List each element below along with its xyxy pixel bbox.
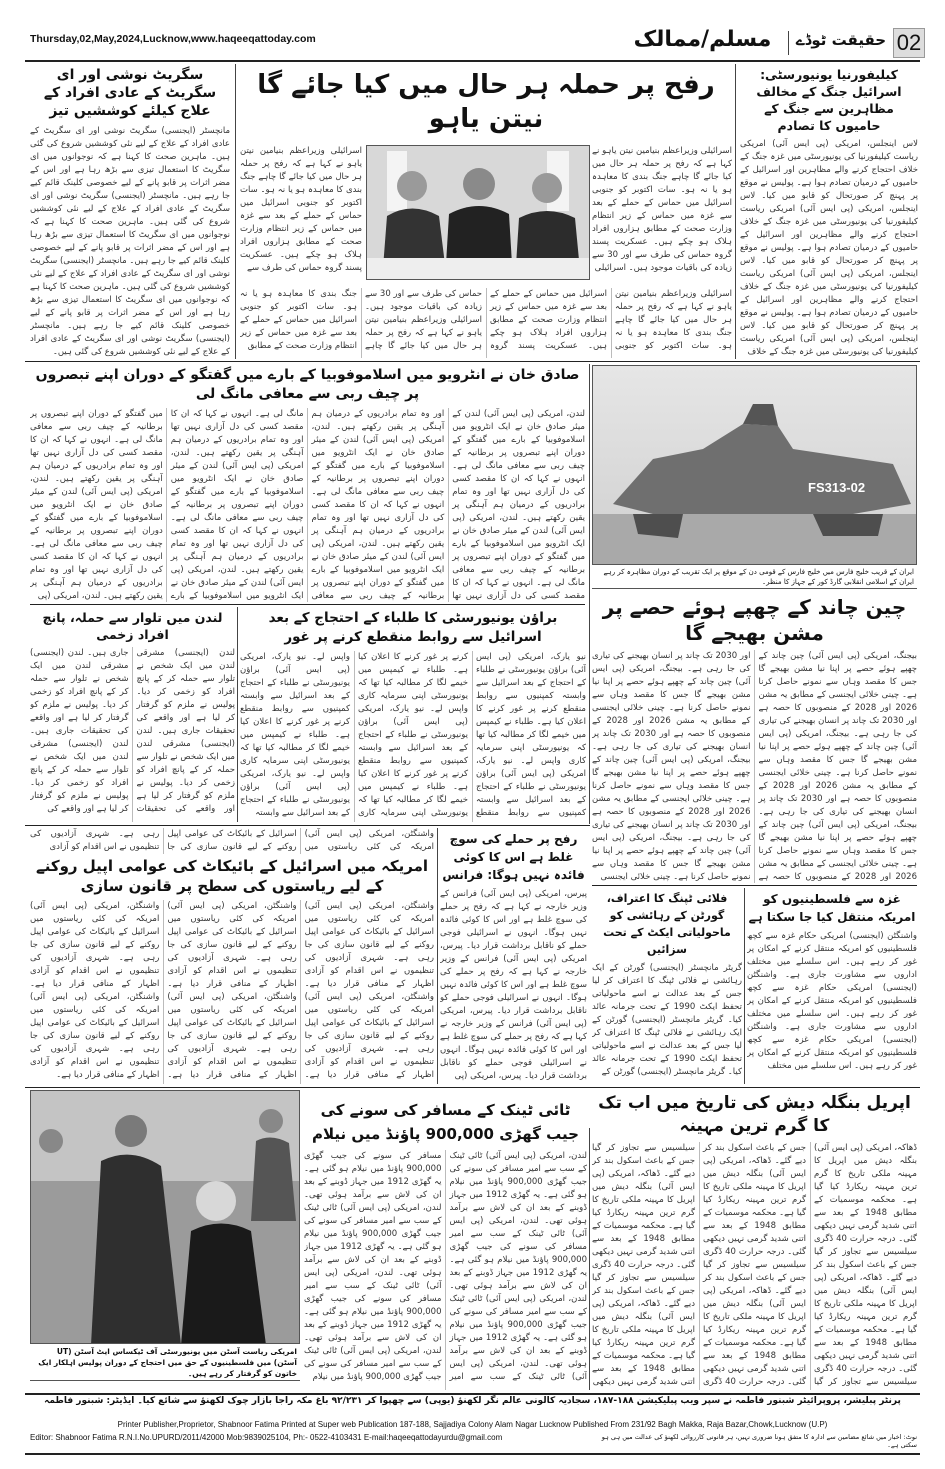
article-body: مانچسٹر (ایجنسی) سگریٹ نوشی اور ای سگریٹ کے عادی افراد کے علاج کے لیے نئی کوششیں شروع کی گئی ہیں۔ ماہرین صحت کا کہنا ہے کہ نوجوانوں میں ای سگریٹ کا استعمال تیزی سے بڑھ رہا ہے اور اس کے مضر اثرات پر قابو پانے کے لیے خصوصی کلینک قائم کیے جا رہے ہیں۔ مانچسٹر (ایجنسی) سگریٹ نوشی اور ای سگریٹ کے عادی افراد کے علاج کے لیے نئی کوششیں شروع کی گئی ہیں۔ ماہرین صحت کا کہنا ہے کہ نوجوانوں میں ای سگریٹ کا استعمال تیزی سے بڑھ رہا ہے اور اس کے مضر اثرات پر قابو پانے کے لیے خصوصی کلینک قائم کیے جا رہے ہیں۔ مانچسٹر (ایجنسی) سگریٹ نوشی اور ای سگریٹ کے عادی افراد کے علاج کے لیے نئی کوششیں شروع کی گئی ہیں۔ ماہرین صحت کا کہنا ہے کہ نوجوانوں میں ای سگریٹ کا استعمال تیزی سے بڑھ رہا ہے اور اس کے مضر اثرات پر قابو پانے کے لیے خصوصی کلینک قائم کیے جا رہے ہیں۔ مانچسٹر (ایجنسی) سگریٹ نوشی اور ای سگریٹ کے عادی افراد کے علاج کے لیے نئی کوششیں شروع کی گئی ہیں۔: [30, 125, 230, 357]
article-body: لندن، امریکی (پی ایس آئی) ٹائی ٹینک کے سب سے امیر مسافر کی سونے کی جیب گھڑی 900,000 پاؤنڈ میں نیلام ہو گئی ہے۔ یہ گھڑی 1912 میں جہاز ڈوبنے کے بعد ان کی لاش سے برآمد ہوئی تھی۔ لندن، امریکی (پی ایس آئی) ٹائی ٹینک کے سب سے امیر مسافر کی سونے کی جیب گھڑی 900,000 پاؤنڈ میں نیلام ہو گئی ہے۔ یہ گھڑی 1912 میں جہاز ڈوبنے کے بعد ان کی لاش سے برآمد ہوئی تھی۔ لندن، امریکی (پی ایس آئی) ٹائی ٹینک کے سب سے امیر مسافر کی سونے کی جیب گھڑی 900,000 پاؤنڈ میں نیلام ہو گئی ہے۔ یہ گھڑی 1912 میں جہاز ڈوبنے کے بعد ان کی لاش سے برآمد ہوئی تھی۔ لندن، امریکی (پی ایس آئی) ٹائی ٹینک کے سب سے امیر مسافر کی سونے کی جیب گھڑی 900,000 پاؤنڈ میں نیلام ہو گئی ہے۔ یہ گھڑی 1912 میں جہاز ڈوبنے کے بعد ان کی لاش سے برآمد ہوئی تھی۔ لندن، امریکی (پی ایس آئی) ٹائی ٹینک کے سب سے امیر مسافر کی سونے کی جیب گھڑی 900,000 پاؤنڈ میں نیلام ہو گئی ہے۔ یہ گھڑی 1912 میں جہاز ڈوبنے کے بعد ان کی لاش سے برآمد ہوئی تھی۔ لندن، امریکی (پی ایس آئی) ٹائی ٹینک کے سب سے امیر مسافر کی سونے کی جیب گھڑی 900,000 پاؤنڈ میں نیلام ہو گئی ہے۔ یہ گھڑی 1912 میں جہاز ڈوبنے کے بعد ان کی لاش سے برآمد ہوئی تھی۔ لندن، امریکی (پی ایس آئی) ٹائی ٹینک کے سب سے امیر مسافر کی سونے کی جیب گھڑی 900,000 پاؤنڈ میں نیلام: [304, 1151, 587, 1382]
article-body: گریٹر مانچسٹر (ایجنسی) گورٹن کے ایک رہائشی نے فلائی ٹپنگ کا اعتراف کر لیا جس کے بعد عدالت نے اسے ماحولیاتی تحفظ ایکٹ 1990 کے تحت جرمانہ عائد کیا۔ گریٹر مانچسٹر (ایجنسی) گورٹن کے ایک رہائشی نے فلائی ٹپنگ کا اعتراف کر لیا جس کے بعد عدالت نے اسے ماحولیاتی تحفظ ایکٹ 1990 کے تحت جرمانہ عائد کیا۔ گریٹر مانچسٹر (ایجنسی) گورٹن کے: [592, 963, 742, 1077]
article-sadiq-khan: [30, 364, 585, 602]
article-brown-university: [240, 607, 586, 822]
page-number: 02: [893, 28, 925, 58]
article-body: واشنگٹن، امریکی (پی ایس آئی) امریکہ کی کئی ریاستوں میں اسرائیل کے بائیکاٹ کی عوامی اپیل روکنے کے لیے قانون سازی کی جا رہی ہے۔ شہری آزادیوں کی تنظیموں نے اس اقدام کو آزادی اظہار کے منافی قرار دیا ہے۔ واشنگٹن، امریکی (پی ایس آئی) امریکہ کی کئی ریاستوں میں اسرائیل کے بائیکاٹ کی عوامی اپیل روکنے کے لیے قانون سازی کی جا رہی ہے۔ شہری آزادیوں کی تنظیموں نے اس اقدام کو آزادی اظہار کے منافی قرار دیا ہے۔ واشنگٹن، امریکی (پی ایس آئی) امریکہ کی کئی ریاستوں میں اسرائیل کے بائیکاٹ کی عوامی اپیل روکنے کے لیے قانون سازی کی جا رہی ہے۔ شہری آزادیوں کی تنظیموں نے اس اقدام کو آزادی اظہار کے منافی قرار دیا ہے۔ واشنگٹن، امریکی (پی ایس آئی) امریکہ کی کئی ریاستوں میں اسرائیل کے بائیکاٹ کی عوامی اپیل روکنے کے لیے قانون سازی کی جا رہی ہے۔ شہری آزادیوں کی تنظیموں نے اس اقدام کو آزادی اظہار کے منافی قرار دیا ہے۔ واشنگٹن، امریکی (پی ایس آئی) امریکہ کی کئی ریاستوں میں اسرائیل کے بائیکاٹ کی عوامی اپیل روکنے کے لیے قانون سازی کی جا رہی ہے۔ شہری آزادیوں کی تنظیموں نے اس اقدام کو آزادی اظہار کے منافی قرار دیا ہے۔ واشنگٹن، امریکی (پی ایس آئی) امریکہ کی کئی ریاستوں میں اسرائیل کے بائیکاٹ کی عوامی اپیل روکنے کے لیے قانون سازی کی جا رہی ہے۔ شہری آزادیوں کی تنظیموں نے اس اقدام کو آزادی اظہار کے منافی قرار دیا ہے۔: [30, 901, 434, 1080]
headline: براؤن یونیورسٹی کا طلباء کے احتجاج کے بعد اسرائیل سے روابط منقطع کرنے پر غور: [268, 610, 558, 645]
article-body: اسرائیلی وزیراعظم بنیامین نیتن یاہو نے کہا ہے کہ رفح پر حملہ ہر حال میں کیا جائے گا چاہے جنگ بندی کا معاہدہ ہو یا نہ ہو۔ سات اکتوبر کو جنوبی اسرائیل میں حماس کے حملے کے بعد سے غزہ میں حماس کے زیر انتظام وزارت صحت کے مطابق ہزاروں افراد ہلاک ہو چکے ہیں۔ عسکریت پسند گروہ حماس کی طرف سے اور 30 سے زیادہ کی باقیات موجود ہیں۔ اسرائیلی وزیراعظم بنیامین نیتن یاہو نے کہا ہے کہ رفح پر حملہ ہر حال میں کیا جائے گا چاہے جنگ بندی کا معاہدہ ہو یا نہ ہو۔ سات اکتوبر کو جنوبی اسرائیل میں حماس کے حملے کے بعد سے غزہ میں حماس کے زیر انتظام وزارت صحت کے مطابق: [240, 289, 732, 351]
section-title: مسلم/ممالک: [633, 27, 772, 52]
article-body: لاس اینجلس، امریکی (پی ایس آئی) امریکی ریاست کیلیفورنیا کی یونیورسٹی میں غزہ جنگ کے خلاف احتجاج کرنے والے مظاہرین اور اسرائیل کے حامیوں کے درمیان تصادم ہوا ہے۔ پولیس نے موقع پر پہنچ کر صورتحال کو قابو میں کیا۔ لاس اینجلس، امریکی (پی ایس آئی) امریکی ریاست کیلیفورنیا کی یونیورسٹی میں غزہ جنگ کے خلاف احتجاج کرنے والے مظاہرین اور اسرائیل کے حامیوں کے درمیان تصادم ہوا ہے۔ پولیس نے موقع پر پہنچ کر صورتحال کو قابو میں کیا۔ لاس اینجلس، امریکی (پی ایس آئی) امریکی ریاست کیلیفورنیا کی یونیورسٹی میں غزہ جنگ کے خلاف احتجاج کرنے والے مظاہرین اور اسرائیل کے حامیوں کے درمیان تصادم ہوا ہے۔ پولیس نے موقع پر پہنچ کر صورتحال کو قابو میں کیا۔ لاس اینجلس، امریکی (پی ایس آئی) امریکی ریاست کیلیفورنیا کی یونیورسٹی میں غزہ جنگ کے خلاف: [740, 139, 918, 357]
headline: کیلیفورنیا یونیورسٹی: اسرائیل جنگ کے مخالف مظاہرین سے جنگ کے حامیوں کا تصادم: [756, 67, 902, 133]
people-at-table-image: [367, 146, 590, 280]
article-body: نیو یارک، امریکی (پی ایس آئی) براؤن یونیورسٹی نے طلباء کے احتجاج کے بعد اسرائیل سے وابستہ کمپنیوں سے روابط منقطع کرنے پر غور کرنے کا اعلان کیا ہے۔ طلباء نے کیمپس میں خیمے لگا کر مطالبہ کیا تھا کہ یونیورسٹی اپنی سرمایہ کاری واپس لے۔ نیو یارک، امریکی (پی ایس آئی) براؤن یونیورسٹی نے طلباء کے احتجاج کے بعد اسرائیل سے وابستہ کمپنیوں سے روابط منقطع کرنے پر غور کرنے کا اعلان کیا ہے۔ طلباء نے کیمپس میں خیمے لگا کر مطالبہ کیا تھا کہ یونیورسٹی اپنی سرمایہ کاری واپس لے۔ نیو یارک، امریکی (پی ایس آئی) براؤن یونیورسٹی نے طلباء کے احتجاج کے بعد اسرائیل سے وابستہ کمپنیوں سے روابط منقطع کرنے پر غور کرنے کا اعلان کیا ہے۔ طلباء نے کیمپس میں خیمے لگا کر مطالبہ کیا تھا کہ یونیورسٹی اپنی سرمایہ کاری واپس لے۔ نیو یارک، امریکی (پی ایس آئی) براؤن یونیورسٹی نے طلباء کے احتجاج کے بعد اسرائیل سے وابستہ کمپنیوں سے روابط منقطع کرنے پر غور کرنے کا اعلان کیا ہے۔ طلباء نے کیمپس میں خیمے لگا کر مطالبہ کیا تھا کہ یونیورسٹی اپنی سرمایہ کاری واپس لے۔ نیو یارک، امریکی (پی ایس آئی) براؤن یونیورسٹی نے طلباء کے احتجاج کے بعد اسرائیل سے وابستہ: [240, 652, 586, 818]
article-fly-tipping: [592, 888, 742, 1084]
headline: فلائی ٹپنگ کا اعتراف، گورٹن کے رہائشی کو ماحولیاتی ایکٹ کے تحت سزائیں: [603, 892, 731, 956]
footer-editor-line: Editor: Shabnoor Fatima R.N.I.No.UPURD/2011/42000 Mob:9839025104, Ph:- 0522-4103431 E-mail:haqeeqattodayurdu@gmail.com: [30, 1433, 503, 1442]
headline: اپریل بنگلہ دیش کی تاریخ میں اب تک کا گرم ترین مہینہ: [598, 1093, 911, 1136]
article-france: [440, 828, 587, 1084]
headline: امریکہ میں اسرائیل کے بائیکاٹ کی عوامی اپیل روکنے کے لیے ریاستوں کی سطح پر قانون سازی: [35, 857, 429, 895]
article-bangladesh: [592, 1090, 917, 1390]
headline: لندن میں تلوار سے حملہ، پانچ افراد زخمی: [42, 610, 223, 642]
footer-urdu-imprint: پرنٹر پبلیشر، پروپرائیٹر شبنور فاطمہ نے سپر ویب پبلیکیشن ۱۸۸-۱۸۷، سجادیہ کالونی عالم نگر لکھنؤ (یوپی) سے چھپوا کر ۹۲/۲۳۱ باغ مکہ راجا بازار چوک لکھنؤ سے شائع کیا۔ ایڈیٹر: شبنور فاطمہ: [44, 1396, 901, 1406]
article-titanic: [304, 1092, 587, 1390]
footer-english-imprint: Printer Publisher,Proprietor, Shabnoor Fatima Printed at Super web Publication 187-188, Sajjadiya Colony Alam Nagar Lucknow Published From 231/92 Bagh Makka, Raja Bazar,Chowk,Lucknow (U.P): [117, 1420, 828, 1429]
masthead-logo: حقیقت ٹوڈے: [795, 31, 887, 49]
article-london-attack: [30, 607, 235, 822]
netanyahu-photo: [366, 145, 590, 280]
warship-image: [593, 366, 917, 565]
article-body: ڈھاکہ، امریکی (پی ایس آئی) بنگلہ دیش میں اپریل کا مہینہ ملکی تاریخ کا گرم ترین مہینہ ریکارڈ کیا گیا ہے۔ محکمہ موسمیات کے مطابق 1948 کے بعد سے اتنی شدید گرمی نہیں دیکھی گئی۔ درجہ حرارت 40 ڈگری سیلسیس سے تجاوز کر گیا جس کے باعث اسکول بند کر دیے گئے۔ ڈھاکہ، امریکی (پی ایس آئی) بنگلہ دیش میں اپریل کا مہینہ ملکی تاریخ کا گرم ترین مہینہ ریکارڈ کیا گیا ہے۔ محکمہ موسمیات کے مطابق 1948 کے بعد سے اتنی شدید گرمی نہیں دیکھی گئی۔ درجہ حرارت 40 ڈگری سیلسیس سے تجاوز کر گیا جس کے باعث اسکول بند کر دیے گئے۔ ڈھاکہ، امریکی (پی ایس آئی) بنگلہ دیش میں اپریل کا مہینہ ملکی تاریخ کا گرم ترین مہینہ ریکارڈ کیا گیا ہے۔ محکمہ موسمیات کے مطابق 1948 کے بعد سے اتنی شدید گرمی نہیں دیکھی گئی۔ درجہ حرارت 40 ڈگری سیلسیس سے تجاوز کر گیا جس کے باعث اسکول بند کر دیے گئے۔ ڈھاکہ، امریکی (پی ایس آئی) بنگلہ دیش میں اپریل کا مہینہ ملکی تاریخ کا گرم ترین مہینہ ریکارڈ کیا گیا ہے۔ محکمہ موسمیات کے مطابق 1948 کے بعد سے اتنی شدید گرمی نہیں دیکھی گئی۔ درجہ حرارت 40 ڈگری سیلسیس سے تجاوز کر گیا جس کے باعث اسکول بند کر دیے گئے۔ ڈھاکہ، امریکی (پی ایس آئی) بنگلہ دیش میں اپریل کا مہینہ ملکی تاریخ کا گرم ترین مہینہ ریکارڈ کیا گیا ہے۔ محکمہ موسمیات کے مطابق 1948 کے بعد سے اتنی شدید گرمی نہیں دیکھی گئی۔ درجہ حرارت 40 ڈگری سیلسیس سے تجاوز کر گیا جس کے باعث اسکول بند کر دیے گئے۔ ڈھاکہ، امریکی (پی ایس آئی) بنگلہ دیش میں اپریل کا مہینہ ملکی تاریخ کا گرم ترین مہینہ ریکارڈ کیا گیا ہے۔ محکمہ موسمیات کے مطابق 1948 کے بعد سے اتنی شدید گرمی نہیں دیکھی: [592, 1143, 917, 1387]
article-body: واشنگٹن (ایجنسی) امریکی حکام غزہ سے کچھ فلسطینیوں کو امریکہ منتقل کرنے کے امکان پر غور کر رہے ہیں۔ اس سلسلے میں مختلف اداروں سے مشاورت جاری ہے۔ واشنگٹن (ایجنسی) امریکی حکام غزہ سے کچھ فلسطینیوں کو امریکہ منتقل کرنے کے امکان پر غور کر رہے ہیں۔ اس سلسلے میں مختلف اداروں سے مشاورت جاری ہے۔ واشنگٹن (ایجنسی) امریکی حکام غزہ سے کچھ فلسطینیوں کو امریکہ منتقل کرنے کے امکان پر غور کر رہے ہیں۔ اس سلسلے میں مختلف: [747, 931, 917, 1071]
headline: رفح پر حملے کی سوچ غلط ہے اس کا کوئی فائدہ نہیں ہوگا: فرانس: [442, 832, 585, 882]
police-arrest-image: [31, 1091, 300, 1344]
article-body: لندن، امریکی (پی ایس آئی) لندن کے میئر صادق خان نے ایک انٹرویو میں اسلاموفوبیا کے بارے میں گفتگو کے دوران اپنے تبصروں پر برطانیہ کے چیف ربی سے معافی مانگ لی ہے۔ انہوں نے کہا کہ ان کا مقصد کسی کی دل آزاری نہیں تھا اور وہ تمام برادریوں کے درمیان ہم آہنگی پر یقین رکھتے ہیں۔ لندن، امریکی (پی ایس آئی) لندن کے میئر صادق خان نے ایک انٹرویو میں اسلاموفوبیا کے بارے میں گفتگو کے دوران اپنے تبصروں پر برطانیہ کے چیف ربی سے معافی مانگ لی ہے۔ انہوں نے کہا کہ ان کا مقصد کسی کی دل آزاری نہیں تھا اور وہ تمام برادریوں کے درمیان ہم آہنگی پر یقین رکھتے ہیں۔ لندن، امریکی (پی ایس آئی) لندن کے میئر صادق خان نے ایک انٹرویو میں اسلاموفوبیا کے بارے میں گفتگو کے دوران اپنے تبصروں پر برطانیہ کے چیف ربی سے معافی مانگ لی ہے۔ انہوں نے کہا کہ ان کا مقصد کسی کی دل آزاری نہیں تھا اور وہ تمام برادریوں کے درمیان ہم آہنگی پر یقین رکھتے ہیں۔ لندن، امریکی (پی ایس آئی) لندن کے میئر صادق خان نے ایک انٹرویو میں اسلاموفوبیا کے بارے میں گفتگو کے دوران اپنے تبصروں پر برطانیہ کے چیف ربی سے معافی مانگ لی ہے۔ انہوں نے کہا کہ ان کا مقصد کسی کی دل آزاری نہیں تھا اور وہ تمام برادریوں کے درمیان ہم آہنگی پر یقین رکھتے ہیں۔ لندن، امریکی (پی ایس آئی) لندن کے میئر صادق خان نے ایک انٹرویو میں اسلاموفوبیا کے بارے میں گفتگو کے دوران اپنے تبصروں پر برطانیہ کے چیف ربی سے معافی مانگ لی ہے۔ انہوں نے کہا کہ ان کا مقصد کسی کی دل آزاری نہیں تھا اور وہ تمام برادریوں کے درمیان ہم آہنگی پر یقین رکھتے ہیں۔ لندن، امریکی (پی ایس آئی) لندن کے میئر صادق خان نے ایک انٹرویو میں اسلاموفوبیا کے بارے میں گفتگو کے دوران اپنے تبصروں پر برطانیہ کے چیف ربی سے معافی مانگ لی ہے۔ انہوں نے کہا کہ ان کا مقصد کسی کی دل آزاری نہیں تھا اور وہ تمام برادریوں کے درمیان ہم آہنگی پر یقین رکھتے ہیں۔ لندن، امریکی (پی ایس آئی) لندن کے میئر صادق خان نے ایک انٹرویو میں اسلاموفوبیا کے بارے میں گفتگو کے دوران اپنے تبصروں پر برطانیہ کے چیف ربی سے معافی مانگ لی ہے۔ انہوں نے کہا کہ ان کا مقصد کسی کی دل آزاری نہیں تھا اور وہ تمام برادریوں کے درمیان ہم آہنگی پر یقین رکھتے ہیں۔ لندن، امریکی (پی: [30, 409, 585, 601]
headline: غزہ سے فلسطینیوں کو امریکہ منتقل کیا جا سکتا ہے: [748, 892, 916, 924]
headline: چین چاند کے چھپے ہوئے حصے پر مشن بھیجے گا: [602, 595, 907, 645]
article-china: [592, 592, 917, 883]
main-headline: رفح پر حملہ ہر حال میں کیا جائے گا نیتن یاہو: [257, 70, 715, 134]
article-us-states: [30, 828, 434, 1084]
article-smoking: [30, 64, 230, 359]
headline: صادق خان نے انٹرویو میں اسلاموفوبیا کے بارے میں گفتگو کے دوران اپنے تبصروں پر چیف ربی سے معافی مانگ لی: [35, 367, 580, 402]
dateline: Thursday,02,May,2024,Lucknow,www.haqeeqattoday.com: [30, 33, 316, 45]
article-california: [740, 64, 918, 359]
headline: سگریٹ نوشی اور ای سگریٹ کے عادی افراد کے علاج کیلئے کوششیں تیز: [43, 67, 217, 120]
article-gaza-us: [747, 888, 917, 1084]
article-body: اسرائیلی وزیراعظم بنیامین نیتن یاہو نے کہا ہے کہ رفح پر حملہ ہر حال میں کیا جائے گا چاہے جنگ بندی کا معاہدہ ہو یا نہ ہو۔ سات اکتوبر کو جنوبی اسرائیل میں حماس کے حملے کے بعد سے غزہ میں حماس کے زیر انتظام وزارت صحت کے مطابق ہزاروں افراد ہلاک ہو چکے ہیں۔ عسکریت پسند گروہ حماس کی طرف سے اور 30 سے زیادہ کی باقیات موجود ہیں۔ اسرائیلی: [592, 146, 732, 273]
article-body: لندن (ایجنسی) مشرقی لندن میں ایک شخص نے تلوار سے حملہ کر کے پانچ افراد کو زخمی کر دیا۔ پولیس نے ملزم کو گرفتار کر لیا ہے اور واقعے کی تحقیقات جاری ہیں۔ لندن (ایجنسی) مشرقی لندن میں ایک شخص نے تلوار سے حملہ کر کے پانچ افراد کو زخمی کر دیا۔ پولیس نے ملزم کو گرفتار کر لیا ہے اور واقعے کی تحقیقات جاری ہیں۔ لندن (ایجنسی) مشرقی لندن میں ایک شخص نے تلوار سے حملہ کر کے پانچ افراد کو زخمی کر دیا۔ پولیس نے ملزم کو گرفتار کر لیا ہے اور واقعے کی تحقیقات جاری ہیں۔ لندن (ایجنسی) مشرقی لندن میں ایک شخص نے تلوار سے حملہ کر کے پانچ افراد کو زخمی کر دیا۔ پولیس نے ملزم کو گرفتار کر لیا ہے اور واقعے کی: [30, 648, 235, 814]
ship-caption: ایران کے قریب خلیج فارس میں خلیج فارس کے قومی دن کے موقع پر ایک تقریب کے دوران مظاہرہ کر رہے ایران کے اسلامی انقلابی گارڈ کور کے جہاز کا منظر۔: [592, 566, 917, 589]
protest-photo: [30, 1090, 300, 1344]
hull-label: FS313-02: [808, 480, 866, 495]
protest-caption: امریکی ریاست آسٹن میں یونیورسٹی آف ٹیکساس ایٹ آسٹن (UT آسٹن) میں فلسطینیوں کے حق میں احتجاج کے دوران پولیس اہلکار ایک خاتون کو گرفتار کر رہے ہیں۔: [30, 1345, 300, 1381]
headline: ٹائی ٹینک کے مسافر کی سونے کی جیب گھڑی 900,000 پاؤنڈ میں نیلام: [312, 1101, 579, 1143]
footer-notice: نوٹ: اخبار میں شائع مضامین سے ادارہ کا متفق ہونا ضروری نہیں، ہر قانونی کارروائی لکھنؤ کی عدالت میں ہی ہو سکتی ہے۔: [601, 1433, 917, 1449]
article-body: بیجنگ، امریکی (پی ایس آئی) چین چاند کے چھپے ہوئے حصے پر اپنا نیا مشن بھیجے گا جس کا مقصد وہاں سے نمونے حاصل کرنا ہے۔ چینی خلائی ایجنسی کے مطابق یہ مشن 2026 اور 2028 کے منصوبوں کا حصہ ہے اور 2030 تک چاند پر انسان بھیجنے کی تیاری کی جا رہی ہے۔ بیجنگ، امریکی (پی ایس آئی) چین چاند کے چھپے ہوئے حصے پر اپنا نیا مشن بھیجے گا جس کا مقصد وہاں سے نمونے حاصل کرنا ہے۔ چینی خلائی ایجنسی کے مطابق یہ مشن 2026 اور 2028 کے منصوبوں کا حصہ ہے اور 2030 تک چاند پر انسان بھیجنے کی تیاری کی جا رہی ہے۔ بیجنگ، امریکی (پی ایس آئی) چین چاند کے چھپے ہوئے حصے پر اپنا نیا مشن بھیجے گا جس کا مقصد وہاں سے نمونے حاصل کرنا ہے۔ چینی خلائی ایجنسی کے مطابق یہ مشن 2026 اور 2028 کے منصوبوں کا حصہ ہے اور 2030 تک چاند پر انسان بھیجنے کی تیاری کی جا رہی ہے۔ بیجنگ، امریکی (پی ایس آئی) چین چاند کے چھپے ہوئے حصے پر اپنا نیا مشن بھیجے گا جس کا مقصد وہاں سے نمونے حاصل کرنا ہے۔ چینی خلائی ایجنسی کے مطابق یہ مشن 2026 اور 2028 کے منصوبوں کا حصہ ہے اور 2030 تک چاند پر انسان بھیجنے کی تیاری کی جا رہی ہے۔ بیجنگ، امریکی (پی ایس آئی) چین چاند کے چھپے ہوئے حصے پر اپنا نیا مشن بھیجے گا جس کا مقصد وہاں سے نمونے حاصل کرنا ہے۔ چینی خلائی ایجنسی کے مطابق یہ مشن 2026 اور 2028 کے منصوبوں کا حصہ ہے اور 2030 تک چاند پر انسان بھیجنے کی تیاری کی جا رہی ہے۔ بیجنگ، امریکی (پی ایس آئی) چین چاند کے چھپے ہوئے حصے پر اپنا نیا مشن بھیجے گا جس کا مقصد وہاں سے نمونے حاصل کرنا ہے۔ چینی خلائی ایجنسی: [592, 651, 917, 882]
article-body: اسرائیلی وزیراعظم بنیامین نیتن یاہو نے کہا ہے کہ رفح پر حملہ ہر حال میں کیا جائے گا چاہے جنگ بندی کا معاہدہ ہو یا نہ ہو۔ سات اکتوبر کو جنوبی اسرائیل میں حماس کے حملے کے بعد سے غزہ میں حماس کے زیر انتظام وزارت صحت کے مطابق ہزاروں افراد ہلاک ہو چکے ہیں۔ عسکریت پسند گروہ حماس کی طرف سے: [240, 146, 362, 273]
article-body-top: واشنگٹن، امریکی (پی ایس آئی) امریکہ کی کئی ریاستوں میں اسرائیل کے بائیکاٹ کی عوامی اپیل روکنے کے لیے قانون سازی کی جا رہی ہے۔ شہری آزادیوں کی تنظیموں نے اس اقدام کو آزادی: [30, 829, 434, 852]
ship-photo: [592, 365, 917, 565]
article-body: پیرس، امریکی (پی ایس آئی) فرانس کے وزیر خارجہ نے کہا ہے کہ رفح پر حملے کی سوچ غلط ہے اور اس کا کوئی فائدہ نہیں ہوگا۔ انہوں نے اسرائیلی فوجی حملے کو ناقابل برداشت قرار دیا۔ پیرس، امریکی (پی ایس آئی) فرانس کے وزیر خارجہ نے کہا ہے کہ رفح پر حملے کی سوچ غلط ہے اور اس کا کوئی فائدہ نہیں ہوگا۔ انہوں نے اسرائیلی فوجی حملے کو ناقابل برداشت قرار دیا۔ پیرس، امریکی (پی ایس آئی) فرانس کے وزیر خارجہ نے کہا ہے کہ رفح پر حملے کی سوچ غلط ہے اور اس کا کوئی فائدہ نہیں ہوگا۔ انہوں نے اسرائیلی فوجی حملے کو ناقابل برداشت قرار دیا۔ پیرس، امریکی (پی: [440, 889, 587, 1081]
